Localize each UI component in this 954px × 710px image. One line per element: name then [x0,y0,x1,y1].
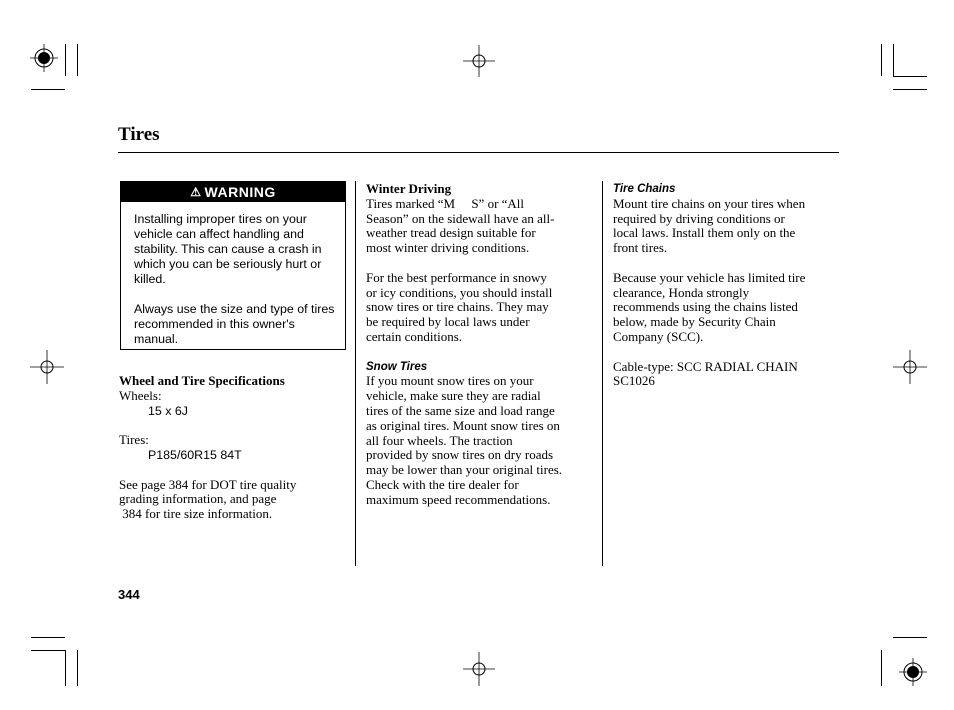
specs-note-line: See page 384 for DOT tire quality [119,476,297,492]
tire-chains-line: local laws. Install them only on the [613,225,796,241]
snow-tires-line: all four wheels. The traction [366,432,513,448]
tire-chains-line: Mount tire chains on your tires when [613,195,806,211]
specs-heading: Wheel and Tire Specifications [119,373,285,388]
column-divider-1 [355,181,356,566]
snow-tires-line: may be lower than your original tires. [366,462,563,478]
specs-note-line: grading information, and page [119,491,277,507]
title-rule [118,152,839,153]
winter-heading: Winter Driving [366,181,452,196]
crosshair-top-icon [461,45,497,77]
tires-label: Tires: [119,432,149,448]
tire-chains-line: required by driving conditions or [613,210,785,226]
tire-chains-line: Company (SCC). [613,328,704,344]
tire-chains-line: front tires. [613,240,668,256]
winter-line: weather tread design suitable for [366,225,536,241]
tire-chains-section [613,182,843,389]
winter-line: Season” on the sidewall have an all- [366,210,555,226]
winter-line: or icy conditions, you should install [366,284,553,300]
warning-triangle-icon: ⚠ [190,185,202,199]
snow-tires-heading: Snow Tires [366,360,428,373]
winter-line: Tires marked “M S” or “All [366,195,525,211]
crosshair-right-icon [893,350,927,384]
tire-chains-line: Because your vehicle has limited tire [613,269,806,285]
snow-tires-line: Check with the tire dealer for [366,476,519,492]
winter-line: most winter driving conditions. [366,240,530,256]
winter-line: be required by local laws under [366,314,530,330]
wheels-value: 15 x 6J [148,403,188,418]
crosshair-bottom-icon [461,652,497,686]
tire-chains-line: SC1026 [613,373,655,389]
snow-tires-line: as original tires. Mount snow tires on [366,417,560,433]
tire-chains-heading: Tire Chains [613,183,676,195]
specs-note-line: 384 for tire size information. [119,506,273,522]
registration-target-icon [28,40,68,80]
warning-box [120,181,346,350]
tires-value: P185/60R15 84T [148,447,242,462]
tire-chains-line: below, made by Security Chain [613,314,776,330]
winter-line: snow tires or tire chains. They may [366,299,549,315]
tire-chains-line: clearance, Honda strongly [613,284,750,300]
snow-tires-line: tires of the same size and load range [366,402,555,418]
crosshair-left-icon [30,350,64,384]
page-title: Tires [118,124,160,145]
snow-tires-line: vehicle, make sure they are radial [366,388,541,404]
tire-chains-line: recommends using the chains listed [613,299,798,315]
warning-text [134,212,338,362]
registration-target-icon [896,656,930,690]
specs-section [119,374,349,522]
warning-label: WARNING [204,184,276,200]
warning-header [121,182,345,202]
winter-line: certain conditions. [366,328,463,344]
winter-line: For the best performance in snowy [366,269,547,285]
page-number: 344 [118,587,140,602]
column-divider-2 [602,181,603,566]
winter-driving-section [366,182,602,508]
snow-tires-line: maximum speed recommendations. [366,491,551,507]
tire-chains-line: Cable-type: SCC RADIAL CHAIN [613,358,798,374]
snow-tires-line: provided by snow tires on dry roads [366,447,554,463]
snow-tires-line: If you mount snow tires on your [366,373,534,389]
wheels-label: Wheels: [119,387,162,403]
warning-paragraph: Always use the size and type of tires recommended in this owner's manual. [134,302,335,346]
warning-paragraph: Installing improper tires on your vehicle can affect handling and stability. This can cause a crash in which you can be seriously hurt or killed. [134,212,322,286]
